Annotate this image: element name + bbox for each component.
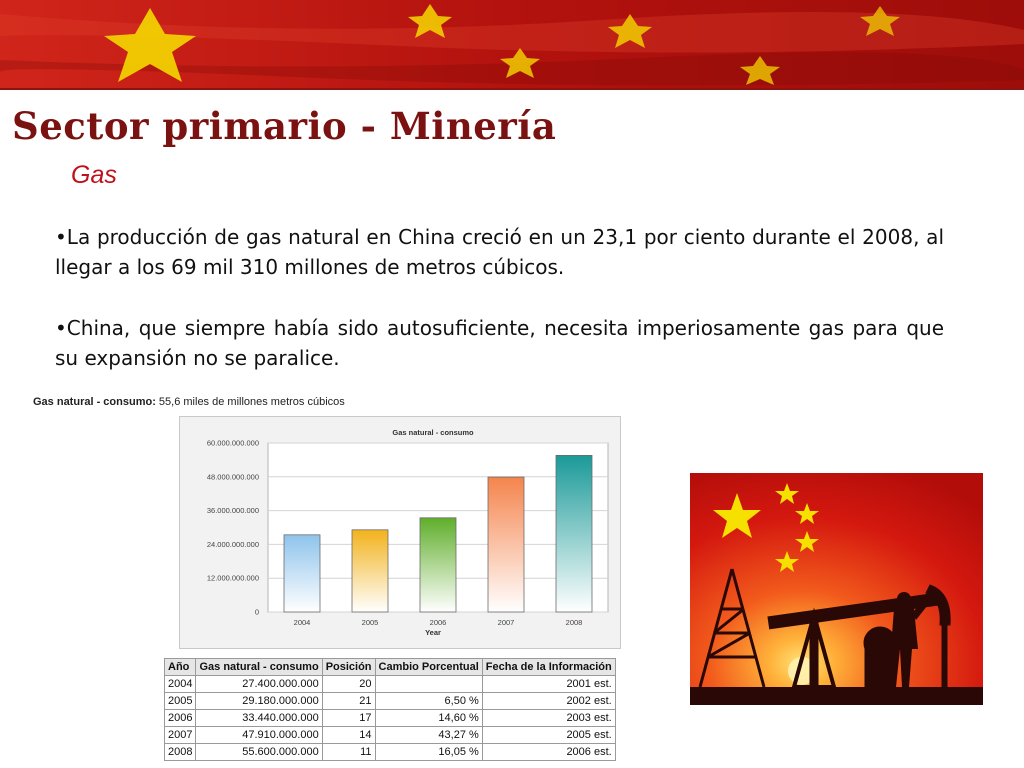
- column-header: Fecha de la Información: [482, 659, 615, 676]
- table-cell: 16,05 %: [375, 744, 482, 761]
- table-cell: 14: [322, 727, 375, 744]
- bullet-item: •China, que siempre había sido autosuficiente, necesita imperiosamente gas para que su expansión no se paralice.: [55, 316, 944, 370]
- y-tick-label: 36.000.000.000: [206, 506, 259, 516]
- table-cell: 6,50 %: [375, 693, 482, 710]
- table-cell: 2006: [165, 710, 196, 727]
- table-cell: 2004: [165, 676, 196, 693]
- table-cell: 21: [322, 693, 375, 710]
- table-cell: [375, 676, 482, 693]
- bullet-list: [55, 222, 944, 404]
- summary-value: 55,6 miles de millones metros cúbicos: [158, 396, 345, 408]
- summary-label: Gas natural - consumo:: [33, 396, 156, 408]
- table-header-row: [165, 659, 616, 676]
- column-header: Cambio Porcentual: [375, 659, 482, 676]
- x-tick-label: 2006: [429, 618, 447, 627]
- y-tick-label: 60.000.000.000: [206, 438, 259, 448]
- slide-title: Sector primario - Minería: [12, 104, 557, 148]
- consumption-summary: [33, 396, 345, 408]
- x-tick-label: 2004: [293, 618, 311, 627]
- column-header: Posición: [322, 659, 375, 676]
- flag-banner: [0, 0, 1024, 88]
- table-cell: 47.910.000.000: [196, 727, 322, 744]
- y-tick-label: 48.000.000.000: [206, 472, 259, 482]
- x-tick-label: 2008: [565, 618, 583, 627]
- slide-subtitle: Gas: [71, 161, 117, 189]
- chart-title: Gas natural - consumo: [392, 428, 474, 437]
- table-cell: 17: [322, 710, 375, 727]
- x-tick-label: 2005: [361, 618, 379, 627]
- column-header: Año: [165, 659, 196, 676]
- table-row: [165, 744, 616, 761]
- consumption-table: [164, 658, 616, 761]
- china-flag-oil-pump-icon: [690, 473, 983, 705]
- y-tick-label: 24.000.000.000: [206, 539, 259, 549]
- bar-2004: [284, 535, 320, 612]
- bar-2007: [488, 477, 524, 612]
- y-tick-label: 0: [254, 607, 259, 617]
- x-tick-label: 2007: [497, 618, 515, 627]
- table-cell: 29.180.000.000: [196, 693, 322, 710]
- table-row: [165, 710, 616, 727]
- table-cell: 2003 est.: [482, 710, 615, 727]
- table-cell: 20: [322, 676, 375, 693]
- table-cell: 2007: [165, 727, 196, 744]
- oil-pump-photo: [690, 473, 983, 705]
- table-row: [165, 727, 616, 744]
- bullet-item: •La producción de gas natural en China creció en un 23,1 por ciento durante el 2008, al llegar a los 69 mil 310 millones de metros cúbicos.: [55, 225, 944, 279]
- table-cell: 14,60 %: [375, 710, 482, 727]
- table-cell: 55.600.000.000: [196, 744, 322, 761]
- flag-star-icon: [0, 0, 1024, 88]
- table-cell: 2005 est.: [482, 727, 615, 744]
- table-cell: 33.440.000.000: [196, 710, 322, 727]
- bar-2005: [352, 530, 388, 612]
- table-cell: 2005: [165, 693, 196, 710]
- column-header: Gas natural - consumo: [196, 659, 322, 676]
- consumption-chart: [179, 416, 621, 649]
- table-cell: 11: [322, 744, 375, 761]
- table-cell: 2002 est.: [482, 693, 615, 710]
- table-cell: 2001 est.: [482, 676, 615, 693]
- table-cell: 43,27 %: [375, 727, 482, 744]
- y-tick-label: 12.000.000.000: [206, 573, 259, 583]
- chart-canvas: [180, 417, 620, 648]
- bar-2008: [556, 455, 592, 612]
- table-row: [165, 676, 616, 693]
- bar-2006: [420, 518, 456, 612]
- x-tick-layer: [294, 618, 583, 627]
- table-cell: 27.400.000.000: [196, 676, 322, 693]
- banner-divider: [0, 88, 1024, 90]
- table-cell: 2006 est.: [482, 744, 615, 761]
- table-body: [165, 676, 616, 761]
- table-cell: 2008: [165, 744, 196, 761]
- x-axis-label: Year: [425, 628, 441, 637]
- table-row: [165, 693, 616, 710]
